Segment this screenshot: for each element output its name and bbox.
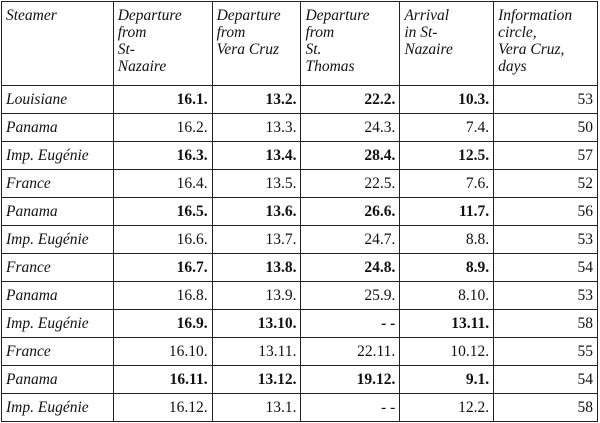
header-departure-vera-cruz (212, 2, 301, 86)
departure-st-thomas-cell: 22.11. (301, 338, 400, 366)
departure-vera-cruz-cell: 13.4. (212, 142, 301, 170)
arrival-st-nazaire-cell: 13.11. (400, 310, 494, 338)
table-row (2, 142, 598, 170)
departure-vera-cruz-cell: 13.2. (212, 86, 301, 114)
departure-vera-cruz-cell: 13.8. (212, 254, 301, 282)
days-cell: 58 (494, 310, 598, 338)
table-row (2, 338, 598, 366)
header-line: Thomas (305, 58, 355, 75)
days-cell: 54 (494, 366, 598, 394)
departure-st-thomas-cell: - - (301, 394, 400, 422)
days-cell: 58 (494, 394, 598, 422)
departure-st-thomas-cell: 22.2. (301, 86, 400, 114)
departure-st-thomas-cell: 24.3. (301, 114, 400, 142)
steamer-cell: Panama (2, 366, 114, 394)
departure-vera-cruz-cell: 13.9. (212, 282, 301, 310)
steamer-cell: France (2, 338, 114, 366)
header-departure-st-nazaire (113, 2, 212, 86)
departure-st-thomas-cell: 19.12. (301, 366, 400, 394)
days-cell: 50 (494, 114, 598, 142)
departure-st-thomas-cell: - - (301, 310, 400, 338)
departure-st-nazaire-cell: 16.9. (113, 310, 212, 338)
departure-st-nazaire-cell: 16.7. (113, 254, 212, 282)
table-row (2, 170, 598, 198)
departure-st-nazaire-cell: 16.10. (113, 338, 212, 366)
arrival-st-nazaire-cell: 7.4. (400, 114, 494, 142)
departure-st-thomas-cell: 26.6. (301, 198, 400, 226)
table-row (2, 198, 598, 226)
departure-st-nazaire-cell: 16.3. (113, 142, 212, 170)
days-cell: 56 (494, 198, 598, 226)
header-line: Nazaire (404, 41, 453, 58)
header-arrival-st-nazaire (400, 2, 494, 86)
table-row (2, 310, 598, 338)
arrival-st-nazaire-cell: 10.3. (400, 86, 494, 114)
steamer-schedule-table (1, 1, 598, 422)
header-line: St. (305, 41, 322, 58)
steamer-cell: Panama (2, 282, 114, 310)
header-line: from (305, 24, 335, 41)
steamer-cell: Imp. Eugénie (2, 226, 114, 254)
header-line: in St- (404, 24, 438, 41)
header-line: Arrival (404, 7, 450, 24)
steamer-cell: France (2, 170, 114, 198)
header-line: Departure (305, 7, 370, 24)
departure-st-thomas-cell: 24.7. (301, 226, 400, 254)
header-line: from (117, 24, 147, 41)
days-cell: 53 (494, 86, 598, 114)
header-line: days (498, 58, 527, 75)
arrival-st-nazaire-cell: 12.5. (400, 142, 494, 170)
departure-st-thomas-cell: 22.5. (301, 170, 400, 198)
table-row (2, 282, 598, 310)
header-information-circle-days (494, 2, 598, 86)
departure-st-nazaire-cell: 16.5. (113, 198, 212, 226)
steamer-cell: Louisiane (2, 86, 114, 114)
header-line: from (216, 24, 246, 41)
header-line: Departure (216, 7, 281, 24)
arrival-st-nazaire-cell: 11.7. (400, 198, 494, 226)
table-row (2, 114, 598, 142)
arrival-st-nazaire-cell: 12.2. (400, 394, 494, 422)
header-line: circle, (498, 24, 537, 41)
table-row (2, 366, 598, 394)
departure-st-nazaire-cell: 16.2. (113, 114, 212, 142)
steamer-cell: Imp. Eugénie (2, 142, 114, 170)
header-line: Vera Cruz (216, 41, 280, 58)
days-cell: 54 (494, 254, 598, 282)
header-line: Steamer (6, 7, 57, 24)
departure-st-nazaire-cell: 16.1. (113, 86, 212, 114)
steamer-cell: Imp. Eugénie (2, 310, 114, 338)
steamer-cell: France (2, 254, 114, 282)
departure-vera-cruz-cell: 13.6. (212, 198, 301, 226)
departure-st-nazaire-cell: 16.12. (113, 394, 212, 422)
header-steamer (2, 2, 114, 86)
days-cell: 53 (494, 226, 598, 254)
table-row (2, 394, 598, 422)
days-cell: 53 (494, 282, 598, 310)
departure-vera-cruz-cell: 13.7. (212, 226, 301, 254)
steamer-cell: Panama (2, 114, 114, 142)
departure-st-nazaire-cell: 16.6. (113, 226, 212, 254)
arrival-st-nazaire-cell: 8.10. (400, 282, 494, 310)
days-cell: 52 (494, 170, 598, 198)
departure-st-thomas-cell: 24.8. (301, 254, 400, 282)
header-departure-st-thomas (301, 2, 400, 86)
arrival-st-nazaire-cell: 10.12. (400, 338, 494, 366)
header-row (2, 2, 598, 86)
table-row (2, 226, 598, 254)
table-row (2, 86, 598, 114)
header-line: St- (117, 41, 135, 58)
departure-vera-cruz-cell: 13.5. (212, 170, 301, 198)
departure-vera-cruz-cell: 13.1. (212, 394, 301, 422)
arrival-st-nazaire-cell: 8.8. (400, 226, 494, 254)
table-body (2, 86, 598, 422)
departure-vera-cruz-cell: 13.3. (212, 114, 301, 142)
table-row (2, 254, 598, 282)
header-line: Information (498, 7, 573, 24)
arrival-st-nazaire-cell: 7.6. (400, 170, 494, 198)
header-line: Vera Cruz, (498, 41, 565, 58)
departure-st-thomas-cell: 28.4. (301, 142, 400, 170)
departure-vera-cruz-cell: 13.12. (212, 366, 301, 394)
header-line: Departure (117, 7, 182, 24)
days-cell: 57 (494, 142, 598, 170)
departure-st-nazaire-cell: 16.4. (113, 170, 212, 198)
header-line: Nazaire (117, 58, 167, 75)
arrival-st-nazaire-cell: 8.9. (400, 254, 494, 282)
departure-st-thomas-cell: 25.9. (301, 282, 400, 310)
departure-st-nazaire-cell: 16.11. (113, 366, 212, 394)
departure-st-nazaire-cell: 16.8. (113, 282, 212, 310)
arrival-st-nazaire-cell: 9.1. (400, 366, 494, 394)
departure-vera-cruz-cell: 13.11. (212, 338, 301, 366)
departure-vera-cruz-cell: 13.10. (212, 310, 301, 338)
steamer-cell: Imp. Eugénie (2, 394, 114, 422)
days-cell: 55 (494, 338, 598, 366)
steamer-cell: Panama (2, 198, 114, 226)
